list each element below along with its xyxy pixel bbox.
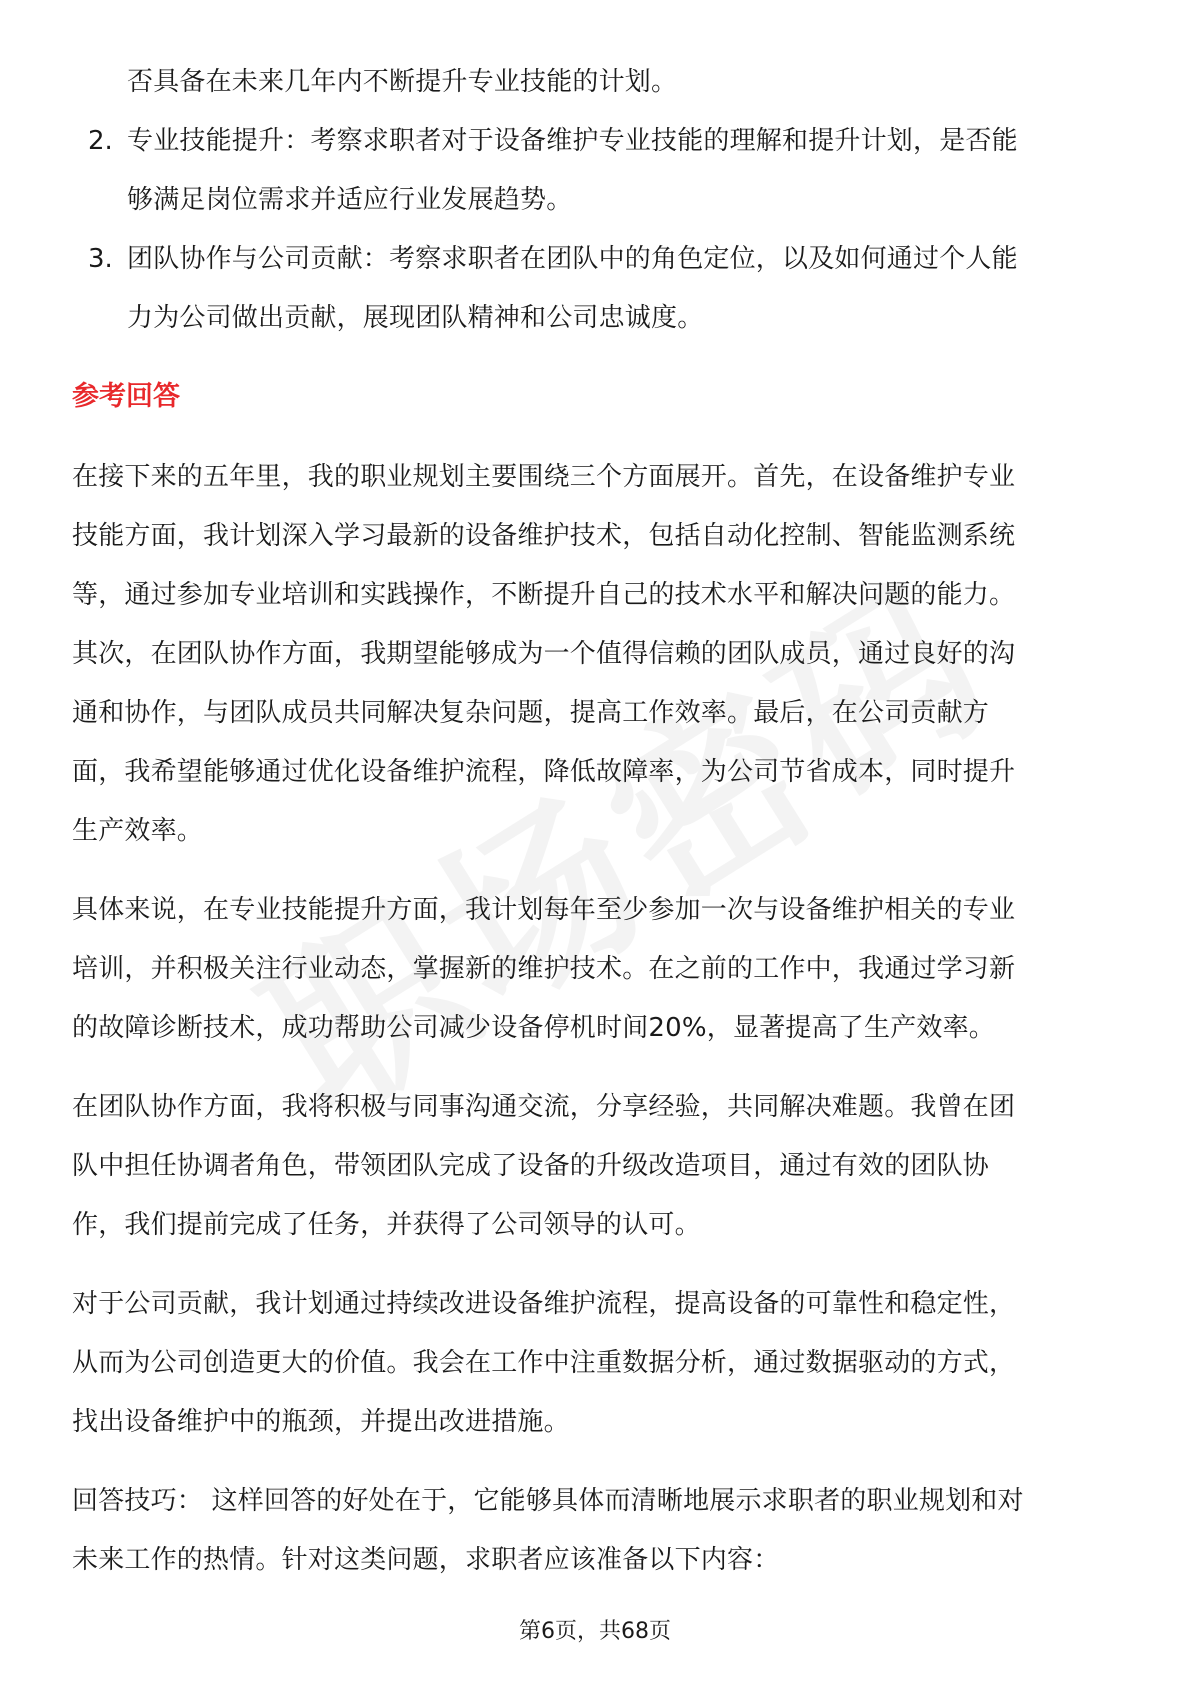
paragraph-line: 培训，并积极关注行业动态，掌握新的维护技术。在之前的工作中，我通过学习新 bbox=[72, 954, 1016, 984]
paragraph-line: 其次，在团队协作方面，我期望能够成为一个值得信赖的团队成员，通过良好的沟 bbox=[72, 639, 1016, 669]
list-item-line: 力为公司做出贡献，展现团队精神和公司忠诚度。 bbox=[127, 303, 704, 333]
list-item-number: 3. bbox=[88, 244, 113, 274]
paragraph-line: 通和协作，与团队成员共同解决复杂问题，提高工作效率。最后，在公司贡献方 bbox=[72, 698, 990, 728]
paragraph-line: 在接下来的五年里，我的职业规划主要围绕三个方面展开。首先，在设备维护专业 bbox=[72, 462, 1016, 492]
list-continuation-line: 否具备在未来几年内不断提升专业技能的计划。 bbox=[127, 67, 678, 97]
paragraph-line: 生产效率。 bbox=[72, 816, 204, 846]
page-footer: 第6页，共68页 bbox=[519, 1619, 671, 1644]
paragraph-line: 作，我们提前完成了任务，并获得了公司领导的认可。 bbox=[72, 1210, 701, 1240]
paragraph-line: 未来工作的热情。针对这类问题，求职者应该准备以下内容： bbox=[72, 1545, 780, 1575]
list-item-number: 2. bbox=[88, 126, 113, 156]
paragraph-line: 回答技巧： 这样回答的好处在于，它能够具体而清晰地展示求职者的职业规划和对 bbox=[72, 1486, 1024, 1516]
paragraph-line: 面，我希望能够通过优化设备维护流程，降低故障率，为公司节省成本，同时提升 bbox=[72, 757, 1016, 787]
paragraph-line: 找出设备维护中的瓶颈，并提出改进措施。 bbox=[72, 1407, 570, 1437]
paragraph-line: 具体来说，在专业技能提升方面，我计划每年至少参加一次与设备维护相关的专业 bbox=[72, 895, 1016, 925]
paragraph-line: 技能方面，我计划深入学习最新的设备维护技术，包括自动化控制、智能监测系统 bbox=[72, 521, 1016, 551]
list-item-line: 专业技能提升：考察求职者对于设备维护专业技能的理解和提升计划，是否能 bbox=[127, 126, 1018, 156]
paragraph-line: 在团队协作方面，我将积极与同事沟通交流，分享经验，共同解决难题。我曾在团 bbox=[72, 1092, 1016, 1122]
paragraph-line: 队中担任协调者角色，带领团队完成了设备的升级改造项目，通过有效的团队协 bbox=[72, 1151, 990, 1181]
list-item-line: 够满足岗位需求并适应行业发展趋势。 bbox=[127, 185, 573, 215]
paragraph-line: 对于公司贡献，我计划通过持续改进设备维护流程，提高设备的可靠性和稳定性， bbox=[72, 1289, 1016, 1319]
section-heading: 参考回答 bbox=[72, 381, 180, 412]
list-item-line: 团队协作与公司贡献：考察求职者在团队中的角色定位，以及如何通过个人能 bbox=[127, 244, 1018, 274]
paragraph-line: 等，通过参加专业培训和实践操作，不断提升自己的技术水平和解决问题的能力。 bbox=[72, 580, 1016, 610]
paragraph-line: 从而为公司创造更大的价值。我会在工作中注重数据分析，通过数据驱动的方式， bbox=[72, 1348, 1016, 1378]
paragraph-line: 的故障诊断技术，成功帮助公司减少设备停机时间20%，显著提高了生产效率。 bbox=[72, 1013, 995, 1043]
